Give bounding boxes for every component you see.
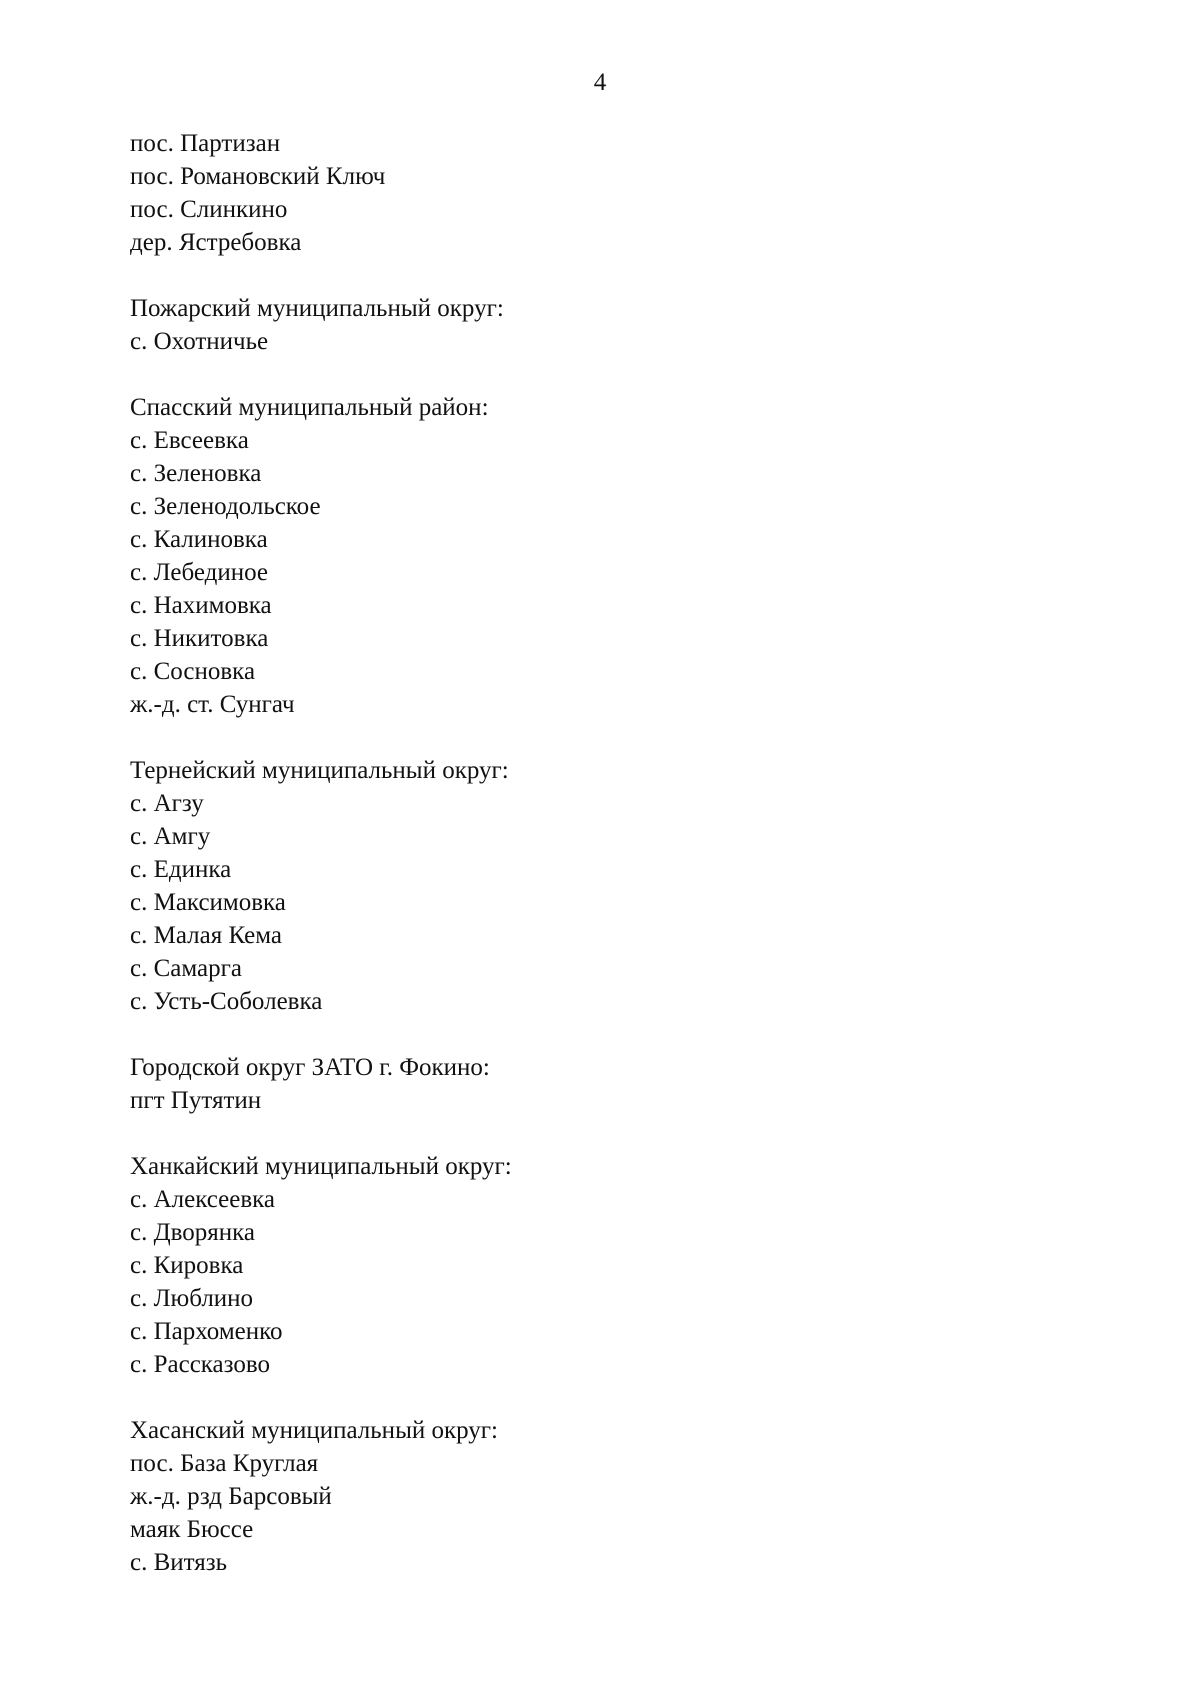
settlement-item: с. Зеленодольское bbox=[130, 493, 321, 520]
settlement-item: с. Максимовка bbox=[130, 889, 286, 916]
settlement-item: с. Рассказово bbox=[130, 1351, 271, 1378]
settlement-item: с. Нахимовка bbox=[130, 592, 272, 619]
settlement-item: пгт Путятин bbox=[130, 1087, 262, 1114]
settlement-item: с. Алексеевка bbox=[130, 1186, 276, 1213]
settlement-item: маяк Бюссе bbox=[130, 1516, 254, 1543]
section-heading: Тернейский муниципальный округ: bbox=[130, 757, 509, 784]
settlement-item: с. Дворянка bbox=[130, 1219, 256, 1246]
settlement-item: с. Охотничье bbox=[130, 328, 269, 355]
section-heading: Городской округ ЗАТО г. Фокино: bbox=[130, 1054, 490, 1081]
settlement-item: с. Зеленовка bbox=[130, 460, 262, 487]
settlement-item: пос. Партизан bbox=[130, 130, 281, 157]
settlement-item: с. Усть-Соболевка bbox=[130, 988, 323, 1015]
blank-line bbox=[130, 259, 1130, 292]
settlement-item: с. Агзу bbox=[130, 790, 204, 817]
section-heading: Ханкайский муниципальный округ: bbox=[130, 1153, 512, 1180]
blank-line bbox=[130, 358, 1130, 391]
settlement-item: с. Самарга bbox=[130, 955, 242, 982]
blank-line bbox=[130, 721, 1130, 754]
blank-line bbox=[130, 1018, 1130, 1051]
settlement-item: ж.-д. ст. Сунгач bbox=[130, 691, 295, 718]
settlement-item: с. Кировка bbox=[130, 1252, 244, 1279]
settlement-item: с. Амгу bbox=[130, 823, 211, 850]
settlement-item: пос. База Круглая bbox=[130, 1450, 319, 1477]
settlement-item: с. Лебединое bbox=[130, 559, 269, 586]
settlement-item: пос. Слинкино bbox=[130, 196, 288, 223]
page-number: 4 bbox=[593, 69, 607, 96]
settlement-item: пос. Романовский Ключ bbox=[130, 163, 386, 190]
settlement-item: с. Калиновка bbox=[130, 526, 268, 553]
section-heading: Спасский муниципальный район: bbox=[130, 394, 489, 421]
section-heading: Пожарский муниципальный округ: bbox=[130, 295, 504, 322]
settlement-item: с. Единка bbox=[130, 856, 232, 883]
settlement-item: дер. Ястребовка bbox=[130, 229, 302, 256]
blank-line bbox=[130, 1381, 1130, 1414]
settlement-item: с. Евсеевка bbox=[130, 427, 249, 454]
blank-line bbox=[130, 1117, 1130, 1150]
settlement-list bbox=[130, 127, 1130, 1579]
settlement-item: с. Малая Кема bbox=[130, 922, 283, 949]
settlement-item: с. Сосновка bbox=[130, 658, 256, 685]
settlement-item: ж.-д. рзд Барсовый bbox=[130, 1483, 332, 1510]
section-heading: Хасанский муниципальный округ: bbox=[130, 1417, 499, 1444]
settlement-item: с. Пархоменко bbox=[130, 1318, 283, 1345]
settlement-item: с. Люблино bbox=[130, 1285, 254, 1312]
settlement-item: с. Никитовка bbox=[130, 625, 269, 652]
settlement-item: с. Витязь bbox=[130, 1549, 228, 1576]
